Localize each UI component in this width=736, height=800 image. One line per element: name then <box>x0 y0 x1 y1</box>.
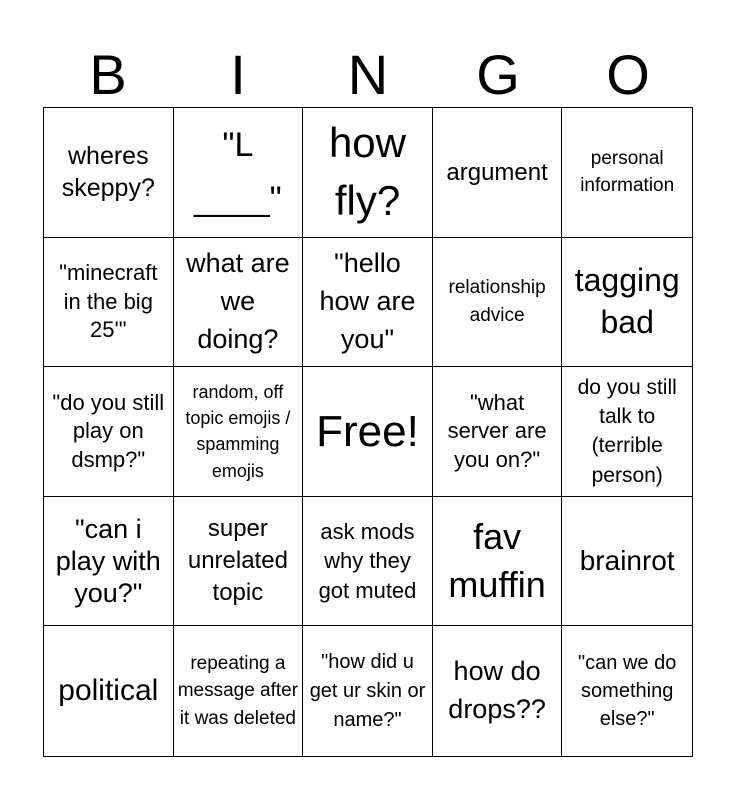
cell-text: "hello how are you" <box>319 248 416 354</box>
cell-text: tagging bad <box>574 262 680 340</box>
bingo-cell[interactable] <box>174 626 304 756</box>
bingo-cell[interactable] <box>174 497 304 627</box>
cell-text: brainrot <box>579 545 675 576</box>
bingo-cell[interactable] <box>433 626 563 756</box>
cell-text: Free! <box>316 406 419 456</box>
bingo-cell[interactable] <box>44 108 174 238</box>
bingo-cell[interactable] <box>44 497 174 627</box>
cell-text: super unrelated topic <box>187 514 288 607</box>
cell-text: do you still talk to (terrible person) <box>577 375 677 487</box>
cell-text: argument <box>446 158 548 186</box>
bingo-board <box>43 107 693 757</box>
cell-text: how fly? <box>328 118 407 225</box>
cell-text: "minecraft in the big 25'" <box>59 260 158 343</box>
header-letter-o: O <box>606 43 650 106</box>
cell-text: random, off topic emojis / spamming emojis <box>185 382 291 481</box>
cell-text: "how did u get ur skin or name?" <box>309 650 426 731</box>
bingo-cell[interactable] <box>44 238 174 368</box>
bingo-cell[interactable] <box>44 367 174 497</box>
cell-text: "can we do something else?" <box>578 652 677 731</box>
bingo-cell[interactable] <box>174 367 304 497</box>
bingo-header <box>43 40 693 108</box>
header-letter-n: N <box>347 43 389 106</box>
cell-text: how do drops?? <box>448 656 546 725</box>
bingo-cell[interactable] <box>303 108 433 238</box>
bingo-cell[interactable] <box>303 626 433 756</box>
bingo-cell[interactable] <box>562 108 692 238</box>
cell-text: "what server are you on?" <box>447 389 547 472</box>
cell-text: political <box>58 673 159 707</box>
bingo-cell[interactable] <box>174 108 304 238</box>
header-letter-i: I <box>230 43 246 106</box>
bingo-cell[interactable] <box>303 238 433 368</box>
cell-text: "can i play with you?" <box>55 513 161 609</box>
bingo-cell[interactable] <box>44 626 174 756</box>
bingo-cell[interactable] <box>562 367 692 497</box>
cell-text: repeating a message after it was deleted <box>177 652 299 729</box>
free-space[interactable] <box>303 367 433 497</box>
header-letter-b: B <box>89 43 127 106</box>
cell-text: ask mods why they got muted <box>318 518 417 603</box>
bingo-cell[interactable] <box>433 238 563 368</box>
bingo-cell[interactable] <box>562 626 692 756</box>
bingo-cell[interactable] <box>433 367 563 497</box>
cell-text: "do you still play on dsmp?" <box>52 389 165 472</box>
bingo-cell[interactable] <box>433 108 563 238</box>
cell-text: relationship advice <box>448 277 546 326</box>
bingo-cell[interactable] <box>303 497 433 627</box>
cell-text: what are we doing? <box>186 248 290 354</box>
cell-text: personal information <box>580 147 675 197</box>
bingo-cell[interactable] <box>433 497 563 627</box>
cell-text: wheres skeppy? <box>61 141 155 203</box>
bingo-cell[interactable] <box>174 238 304 368</box>
cell-text: fav muffin <box>448 515 546 606</box>
bingo-cell[interactable] <box>562 497 692 627</box>
cell-text: "L ____" <box>194 125 282 219</box>
bingo-cell[interactable] <box>562 238 692 368</box>
header-letter-g: G <box>476 43 520 106</box>
